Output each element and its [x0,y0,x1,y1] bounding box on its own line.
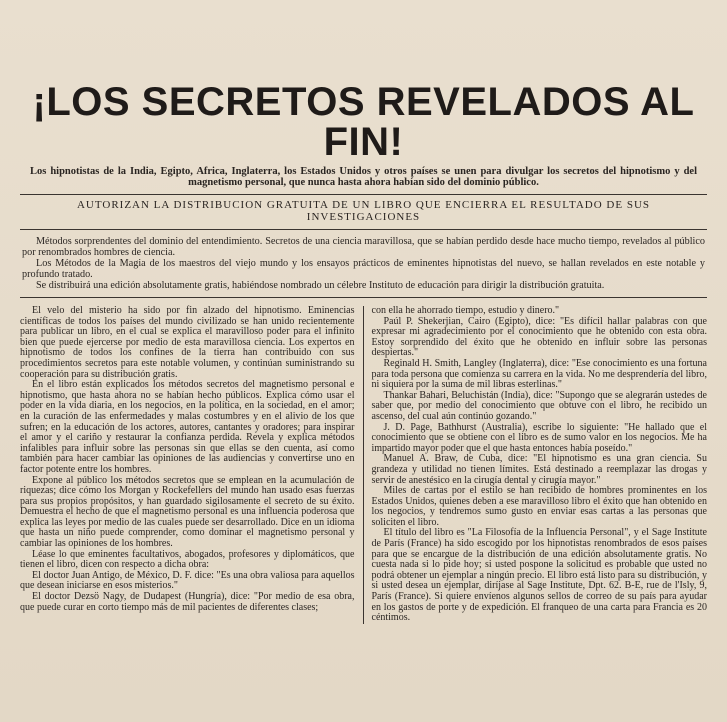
subheadline: Los hipnotistas de la India, Egipto, Africa, Inglaterra, los Estados Unidos y otros países se unen para divulgar los secretos del hipnotismo y del magnetismo personal, que nunca hasta ahora habían sido del dominio público. [30,166,697,188]
testimonial-paragraph: El doctor Juan Antigo, de México, D. F. dice: "Es una obra valiosa para aquellos que desean iniciarse en esos misterios." [20,569,355,592]
right-column [364,306,708,624]
divider [20,194,707,195]
article-paragraph: El título del libro es "La Filosofía de la Influencia Personal", y el Sage Institute de París (France) ha sido escogido por los hipnotistas renombrados de esos países para que se encargue de la distribución de una edición absolutamente gratis. No cuesta nada si lo pide hoy; si usted pospone la solicitud es probable que usted no podrá obtener un ejemplar a ningún precio. El libro está listo para su distribución, y si usted desea un ejemplar, diríjase al Sage Institute, Dpt. 62. B-E, rue de l'Isly, 9, París (France). Si quiere envíenos algunos sellos de correo de su país para ayudar en los gastos de porte y de expedición. El franqueo de una carta para Francia es 20 céntimos. [371,527,707,624]
article-paragraph: En el libro están explicados los métodos secretos del magnetismo personal e hipnotismo, que hasta ahora no se habían hecho públicos. Explica cómo usar el poder en la vida diaria, en los negocios, en la política, en la sociedad, en el amor; en la curación de las enfermedades y malas costumbres y en el alivio de los que sufren; en la educación de los actores, autores, cantantes y oradores; para inspirar el amor y el cariño y restaurar la confianza perdida. Revela y explica métodos infalibles para influir sobre las personas sin que ellas se den cuenta, así como también para hacer cambiar las opiniones de las audiencias y convertirse uno en factor potente entre los hombres. [20,379,355,475]
testimonial-paragraph: con ella he ahorrado tiempo, estudio y dinero." [371,305,560,316]
testimonial-paragraph: Manuel A. Braw, de Cuba, dice: "El hipnotismo es una gran ciencia. Su grandeza y utilidad no tienen límites. Está destinado a reemplazar las drogas y servir de anestésico en la cirugía dental y cirugía mayor." [371,453,707,486]
testimonial-paragraph: Thankar Bahari, Beluchistán (India), dice: "Supongo que se alegrarán ustedes de saber que, por medio del conocimiento que obtuve con el libro, he recibido un ascenso, del cual aún continúo gozando." [371,389,707,422]
testimonial-paragraph: J. D. Page, Bathhurst (Australia), escribe lo siguiente: "He hallado que el conocimiento que se obtiene con el libro es de sumo valor en los negocios. Me ha impartido mayor poder que el que hasta entonces había poseído." [371,421,707,454]
left-column [20,306,364,624]
article-paragraph: Miles de cartas por el estilo se han recibido de hombres prominentes en los Estados Unidos, quienes deben a ese maravilloso libro el éxito que han obtenido en los negocios, y tendremos sumo gusto en enviar esas cartas a las personas que soliciten el libro. [371,485,707,528]
intro-paragraph: Los Métodos de la Magia de los maestros del viejo mundo y los ensayos prácticos de eminentes hipnotistas del nuevo, se hallan revelados en este notable y profundo tratado. [22,258,705,280]
intro-block [22,236,705,291]
article-paragraph: Expone al público los métodos secretos que se emplean en la acumulación de riquezas; dice cómo los Morgan y Rockefellers del mundo han usado esas fuerzas para sus propios propósitos, y han guardado sigilosamente el secreto de su éxito. Demuestra el hecho de que el magnetismo personal es una influencia poderosa que explica las leyes por medio de las cuales puede ser desarrollado. Dice en un idioma que hasta un niño puede comprender, como dominar el magnetismo personal y cambiar las opiniones de los hombres. [20,474,355,550]
intro-paragraph: Se distribuirá una edición absolutamente gratis, habiéndose nombrado un célebre Instituto de educación para dirigir la distribución gratuita. [36,280,605,291]
headline: ¡LOS SECRETOS REVELADOS AL FIN! [32,80,695,164]
intro-paragraph: Métodos sorprendentes del dominio del entendimiento. Secretos de una ciencia maravillosa, que se habían perdido desde hace mucho tiempo, revelados al público por renombrados hombres de ciencia. [22,236,705,258]
divider [20,297,707,298]
article-paragraph: El velo del misterio ha sido por fin alzado del hipnotismo. Eminencias científicas de todos los países del mundo civilizado se han unido recientemente para publicar un libro, en el cual se explica el maravilloso poder para el infinito bien que puede ejercerse por medio de esta maravillosa ciencia. Los expertos en hipnotismo de todos los confines de la tierra han contribuido con sus procedimientos secretos para este notable volumen, y continúan suministrando su cooperación para su distribución gratis. [20,305,355,380]
testimonial-paragraph: Reginald H. Smith, Langley (Inglaterra), dice: "Ese conocimiento es una fortuna para toda persona que comienza su carrera en la vida. No me desprendería del libro, ni siquiera por la suma de mil libras esterlinas." [371,357,707,391]
divider [20,229,707,230]
article-columns [20,306,707,624]
kicker: AUTORIZAN LA DISTRIBUCION GRATUITA DE UN LIBRO QUE ENCIERRA EL RESULTADO DE SUS INVESTIGACIONES [76,199,651,223]
testimonial-paragraph: El doctor Dezsö Nagy, de Dudapest (Hungría), dice: "Por medio de esa obra, que puede curar en corto tiempo más de mil pacientes de diferentes clases; [20,591,355,613]
article-paragraph: Léase lo que eminentes facultativos, abogados, profesores y diplomáticos, que tienen el libro, dicen con respecto a dicha obra: [20,548,355,571]
testimonial-paragraph: Paúl P. Shekerjian, Cairo (Egipto), dice: "Es difícil hallar palabras con que expresar mi agradecimiento por el conocimiento que he obtenido con esta obra. Estoy sorprendido del éxito que he obtenido en influir sobre las personas despiertas." [371,315,707,359]
